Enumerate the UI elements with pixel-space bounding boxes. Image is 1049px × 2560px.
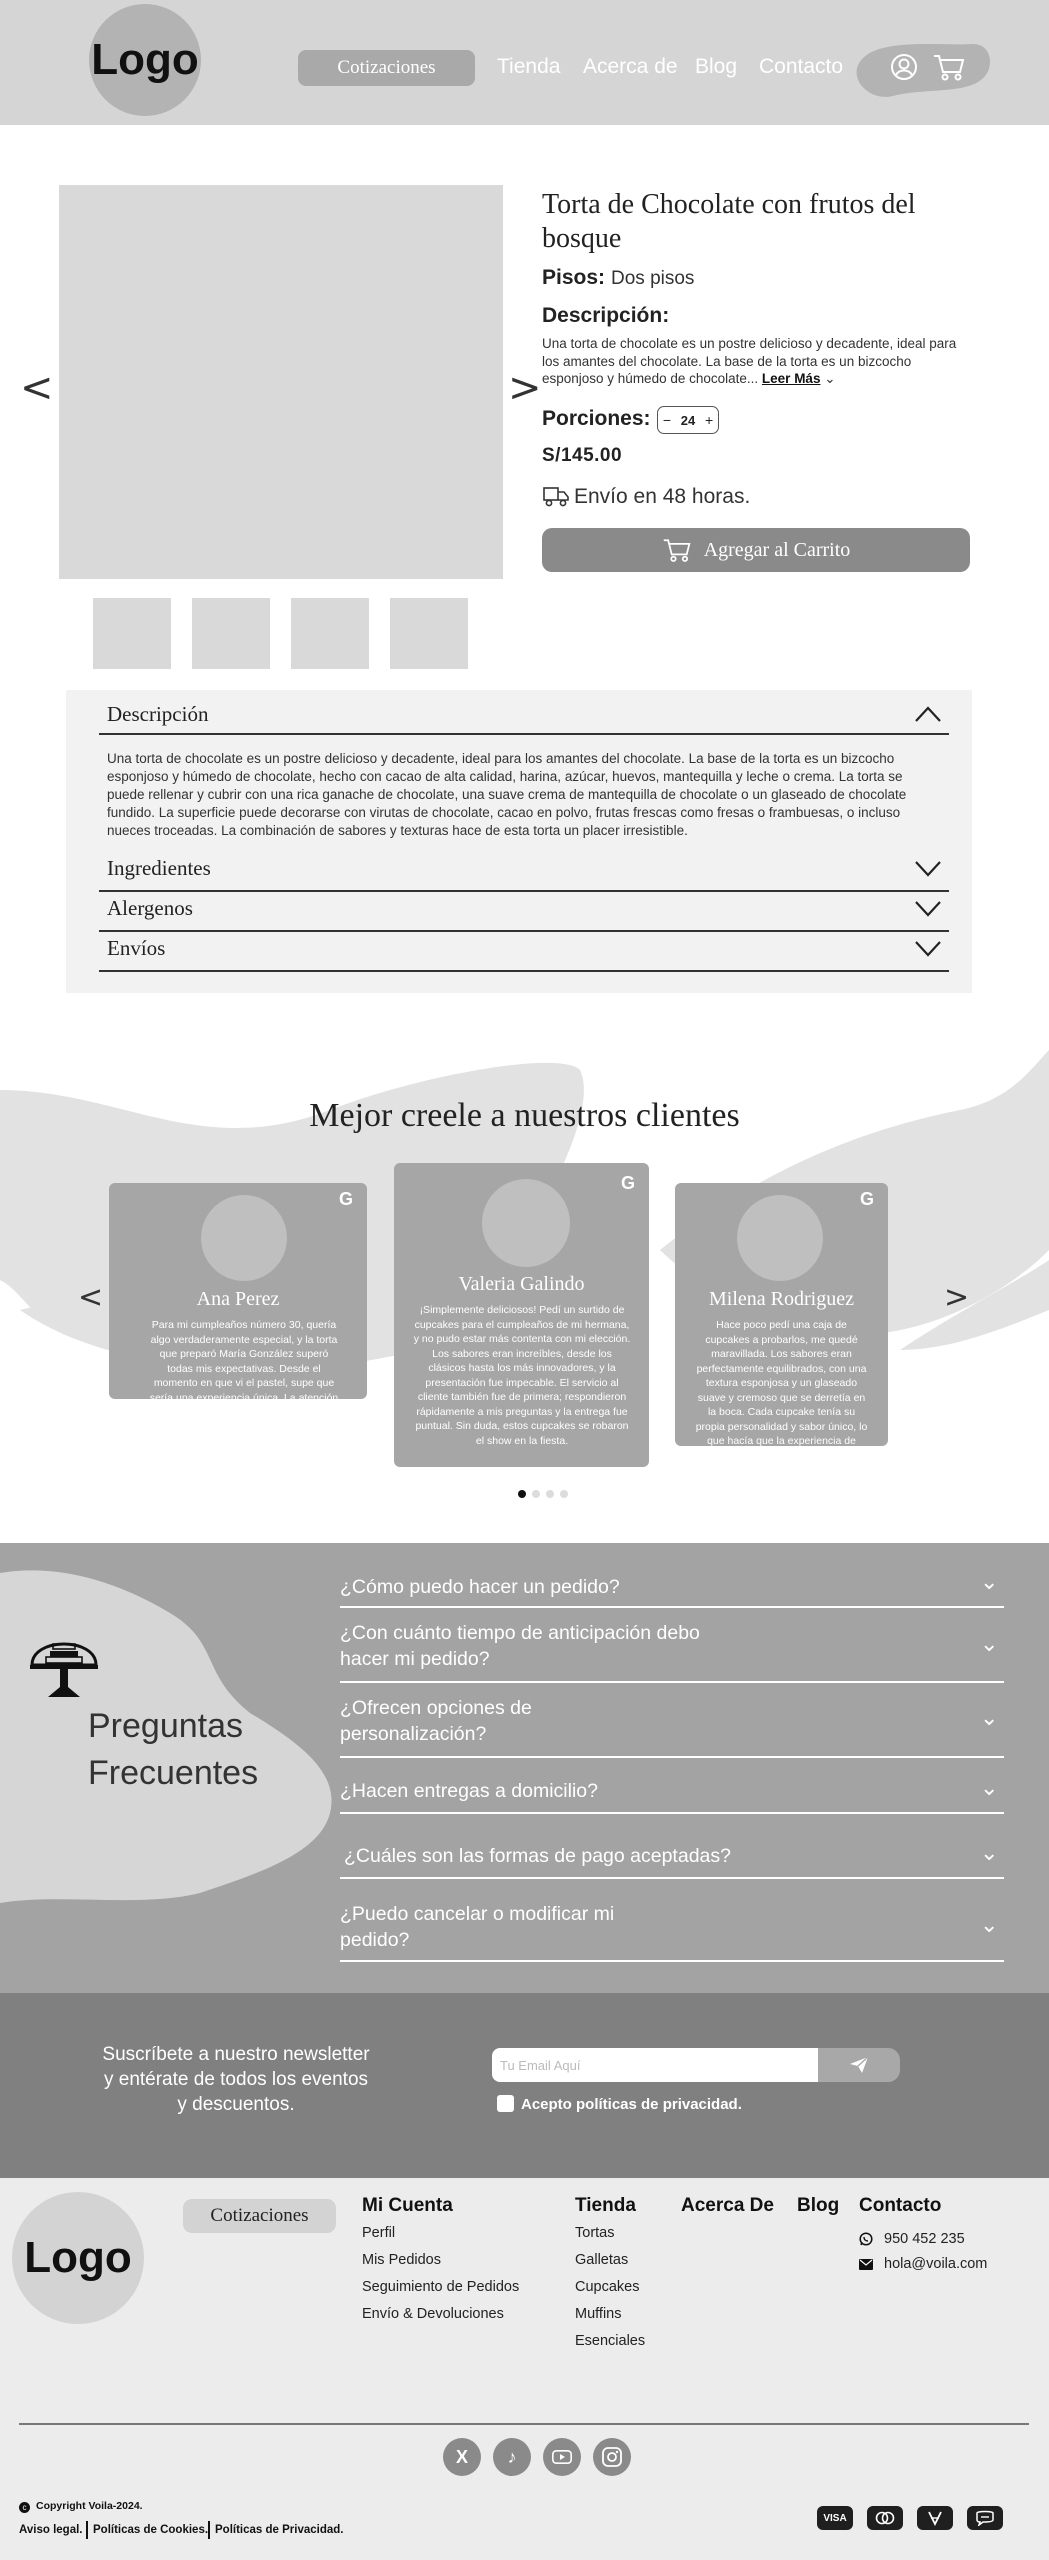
product-description-text: Una torta de chocolate es un postre delicioso y decadente, ideal para los amantes del chocolate. La base de la torta es un bizcocho esponjoso y húmedo de chocolate... <box>542 336 957 386</box>
faq-title <box>88 1703 258 1797</box>
add-to-cart-label: Agregar al Carrito <box>703 538 851 561</box>
product-description <box>542 335 972 389</box>
logo[interactable]: Logo <box>89 4 201 116</box>
testimonial-text: ¡Simplemente deliciosos! Pedí un surtido de cupcakes para el cumpleaños de mi hermana, y no pudo estar más contenta con mi elección. Los sabores eran increíbles, desde los clásicos hasta los más innovadores, y la presentación fue impecable. El servicio al cliente también fue de primera; respondieron rápidamente a mis preguntas y la entrega fue puntual. Sin duda, estos cupcakes se robaron el show en la fiesta. <box>413 1304 631 1447</box>
legal-separator <box>208 2521 210 2539</box>
testimonial-card <box>109 1183 367 1447</box>
gallery-prev-arrow-icon[interactable]: < <box>20 365 54 411</box>
faq-divider <box>340 1812 1004 1814</box>
footer-tienda-title: Tienda <box>575 2195 636 2216</box>
footer-link-perfil[interactable]: Perfil <box>362 2225 396 2241</box>
minus-icon[interactable]: − <box>662 412 672 428</box>
footer-mi-cuenta-title: Mi Cuenta <box>362 2195 453 2216</box>
footer-logo[interactable]: Logo <box>12 2192 144 2324</box>
testimonials-prev-arrow-icon[interactable]: < <box>78 1280 104 1315</box>
footer-link-muffins[interactable]: Muffins <box>575 2306 622 2322</box>
footer-contacto-title: Contacto <box>859 2195 942 2216</box>
product-title: Torta de Chocolate con frutos del bosque <box>542 189 916 254</box>
nav-contacto[interactable]: Contacto <box>759 55 844 78</box>
footer-link-tortas[interactable]: Tortas <box>575 2225 615 2241</box>
footer-link-cupcakes[interactable]: Cupcakes <box>575 2279 640 2295</box>
porciones-stepper[interactable] <box>657 406 719 434</box>
faq-divider <box>340 1681 1004 1683</box>
chevron-down-icon[interactable]: ⌄ <box>980 1776 999 1801</box>
faq-divider <box>340 1960 1004 1962</box>
testimonial-text: Para mi cumpleaños número 30, quería algo verdaderamente especial, y la torta que preparó María González superó todas mis expectativas. Desde el momento en que vi el pastel, supe que sería una experiencia única. La atención al detalle era impecable: cada flor de fondant, cada capa de glaseado, todo era perfecto. <box>149 1319 339 1447</box>
plus-icon[interactable]: + <box>704 412 714 428</box>
accordion-descripcion-header[interactable]: Descripción <box>107 702 209 726</box>
faq-divider <box>340 1606 1004 1608</box>
testimonial-text: Hace poco pedí una caja de cupcakes a probarlos, me quedé maravillada. Los sabores eran perfectamente equilibrados, con una textura esponjosa y un glaseado suave y cremoso que se derretía en la boca. Cada cupcake tenía su propia personalidad y sabor único, lo que hacía que la experiencia de probarlos fuera aún más emocionante. <box>695 1319 868 1476</box>
faq-question[interactable]: ¿Cuáles son las formas de pago aceptadas? <box>344 1845 731 1867</box>
delivery-truck-icon <box>543 484 569 508</box>
chevron-down-icon[interactable] <box>914 900 942 918</box>
footer-link-envio[interactable]: Envío & Devoluciones <box>362 2306 504 2322</box>
chevron-down-icon: ⌄ <box>824 371 836 387</box>
porciones-label: Porciones: <box>542 407 651 430</box>
descripcion-label: Descripción: <box>542 304 670 327</box>
porciones-value: 24 <box>680 412 696 428</box>
chevron-up-icon[interactable] <box>914 705 942 723</box>
avatar <box>201 1195 287 1281</box>
carousel-dot[interactable] <box>546 1490 554 1498</box>
testimonial-card <box>394 1163 649 1467</box>
product-accordion <box>66 690 972 993</box>
whatsapp-icon <box>859 2232 873 2246</box>
accordion-divider <box>99 733 949 735</box>
avatar <box>482 1179 570 1267</box>
accordion-descripcion-text: Una torta de chocolate es un postre delicioso y decadente, ideal para los amantes del chocolate. La base de la torta es un bizcocho esponjoso y húmedo de chocolate, hecho con cacao de alta calidad, harina, azúcar, huevos, mantequilla y leche o crema. La torta se puede rellenar y cubrir con una rica ganache de chocolate, una suave crema de mantequilla de chocolate o un glaseado de chocolate fundido. La superficie puede decorarse con virutas de chocolate, cacao en polvo, frutas frescas como fresas o frambuesas, o incluso nueces troceadas. La combinación de sabores y texturas hace de esta torta un placer irresistible. <box>107 751 907 838</box>
chevron-down-icon[interactable]: ⌄ <box>980 1913 999 1938</box>
newsletter-send-button[interactable] <box>818 2048 900 2082</box>
footer-acerca-link[interactable]: Acerca De <box>681 2195 774 2216</box>
carousel-dot[interactable] <box>560 1490 568 1498</box>
payment-wallet-icon <box>917 2506 953 2530</box>
tiktok-icon[interactable]: ♪ <box>493 2438 531 2476</box>
accordion-divider <box>99 970 949 972</box>
chevron-down-icon[interactable] <box>914 940 942 958</box>
google-icon: G <box>859 1189 874 1209</box>
footer-email[interactable]: hola@voila.com <box>884 2256 988 2272</box>
google-icon: G <box>338 1189 353 1209</box>
pisos-value: Dos pisos <box>611 268 695 289</box>
product-thumbnail[interactable] <box>93 598 171 669</box>
footer-cotizaciones-button[interactable]: Cotizaciones <box>183 2199 336 2233</box>
google-icon: G <box>620 1173 635 1193</box>
faq-divider <box>340 1877 1004 1879</box>
user-icon[interactable] <box>890 53 918 81</box>
instagram-icon[interactable] <box>593 2438 631 2476</box>
chevron-down-icon[interactable]: ⌄ <box>980 1841 999 1866</box>
legal-cookies-link[interactable]: Políticas de Cookies. <box>93 2524 209 2536</box>
nav-cotizaciones-button[interactable]: Cotizaciones <box>298 50 475 86</box>
product-thumbnail[interactable] <box>192 598 270 669</box>
faq-title-line1: Preguntas <box>88 1707 243 1745</box>
legal-separator <box>86 2521 88 2539</box>
product-price: S/145.00 <box>542 445 623 466</box>
accordion-divider <box>99 890 949 892</box>
legal-aviso-link[interactable]: Aviso legal. <box>19 2524 83 2536</box>
footer-link-esenciales[interactable]: Esenciales <box>575 2333 646 2349</box>
testimonial-name: Milena Rodriguez <box>709 1288 854 1310</box>
faq-question[interactable]: ¿Ofrecen opciones de personalización? <box>340 1697 532 1745</box>
faq-question[interactable]: ¿Con cuánto tiempo de anticipación debo hacer mi pedido? <box>340 1622 700 1670</box>
product-thumbnail[interactable] <box>390 598 468 669</box>
carousel-dot-active[interactable] <box>518 1490 526 1498</box>
nav-tienda[interactable]: Tienda <box>497 55 561 78</box>
footer-link-galletas[interactable]: Galletas <box>575 2252 629 2268</box>
send-icon <box>849 2056 869 2074</box>
accordion-alergenos-header[interactable]: Alergenos <box>107 896 193 920</box>
testimonials-title: Mejor creele a nuestros clientes <box>309 1097 740 1134</box>
mastercard-icon <box>867 2506 903 2530</box>
legal-privacidad-link[interactable]: Políticas de Privacidad. <box>215 2524 344 2536</box>
testimonial-card <box>675 1183 888 1476</box>
cart-icon[interactable] <box>932 52 966 82</box>
product-main-image <box>59 185 503 579</box>
chevron-down-icon[interactable]: ⌄ <box>980 1706 999 1731</box>
cart-icon <box>662 536 692 564</box>
footer-divider <box>19 2423 1029 2425</box>
chat-payment-icon <box>967 2506 1003 2530</box>
footer-link-mis-pedidos[interactable]: Mis Pedidos <box>362 2252 441 2268</box>
chevron-down-icon[interactable]: ⌄ <box>980 1570 999 1595</box>
copyright-text: Copyright Voila-2024. <box>36 2500 143 2512</box>
add-to-cart-button[interactable] <box>542 528 970 572</box>
faq-title-line2: Frecuentes <box>88 1754 259 1792</box>
testimonial-name: Ana Perez <box>196 1288 280 1310</box>
faq-question[interactable]: ¿Hacen entregas a domicilio? <box>340 1780 598 1802</box>
footer-link-seguimiento[interactable]: Seguimiento de Pedidos <box>362 2279 520 2295</box>
nav-blog[interactable]: Blog <box>695 55 738 78</box>
x-icon[interactable]: X <box>443 2438 481 2476</box>
newsletter-text: Suscríbete a nuestro newsletter y entérate de todos los eventos y descuentos. <box>102 2044 370 2115</box>
testimonials-next-arrow-icon[interactable]: > <box>944 1280 970 1315</box>
accordion-ingredientes-header[interactable]: Ingredientes <box>107 856 211 880</box>
pisos-label: Pisos: <box>542 266 606 289</box>
header-icon-blob <box>853 40 991 100</box>
envio-text: Envío en 48 horas. <box>574 485 751 508</box>
cake-stand-icon <box>28 1625 100 1700</box>
faq-question[interactable]: ¿Cómo puedo hacer un pedido? <box>340 1576 620 1598</box>
chevron-down-icon[interactable] <box>914 860 942 878</box>
newsletter-email-input[interactable] <box>492 2048 822 2082</box>
privacy-checkbox[interactable] <box>497 2095 514 2112</box>
accordion-envios-header[interactable]: Envíos <box>107 936 166 960</box>
chevron-down-icon[interactable]: ⌄ <box>980 1632 999 1657</box>
product-thumbnail[interactable] <box>291 598 369 669</box>
testimonial-name: Valeria Galindo <box>458 1273 585 1295</box>
privacy-checkbox-label: Acepto políticas de privacidad. <box>521 2096 742 2113</box>
gallery-next-arrow-icon[interactable]: > <box>508 365 542 411</box>
nav-acerca[interactable]: Acerca de <box>583 55 678 78</box>
avatar <box>737 1195 823 1281</box>
footer-blog-link[interactable]: Blog <box>797 2195 840 2216</box>
carousel-dot[interactable] <box>532 1490 540 1498</box>
leer-mas-link[interactable]: Leer Más <box>761 371 821 386</box>
copyright-icon: c <box>19 2502 30 2513</box>
faq-divider <box>340 1756 1004 1758</box>
footer-phone[interactable]: 950 452 235 <box>884 2231 965 2247</box>
youtube-icon[interactable] <box>543 2438 581 2476</box>
faq-question[interactable]: ¿Puedo cancelar o modificar mi pedido? <box>340 1903 615 1951</box>
email-icon <box>859 2259 873 2270</box>
visa-icon: VISA <box>817 2506 853 2530</box>
accordion-divider <box>99 930 949 932</box>
